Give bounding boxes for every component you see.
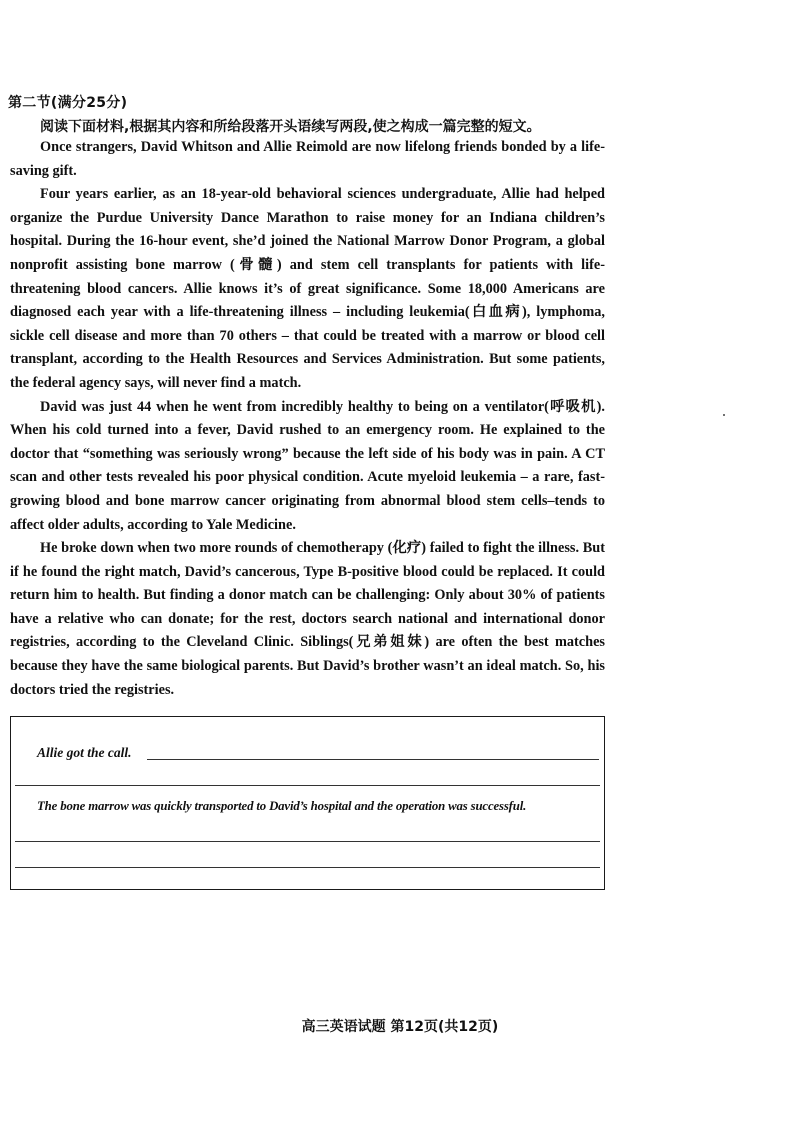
page-footer: 高三英语试题 第12页(共12页)	[301, 1019, 499, 1035]
passage-paragraph-1: Once strangers, David Whitson and Allie Reimold are now lifelong friends bonded by a life-saving gift.	[10, 139, 605, 179]
answer-box	[10, 716, 605, 890]
section-title: 第二节(满分25分)	[8, 95, 128, 111]
passage-paragraph-4: He broke down when two more rounds of chemotherapy (化疗) failed to fight the illness. But if he found the right match, David’s cancerous, Type B-positive blood could be replaced. It could return him to health. But finding a donor match can be challenging: Only about 30% of patients have a relative who can donate; for the rest, doctors search national and international donor registries, according to the Cleveland Clinic. Siblings(兄弟姐妹) are often the best matches because they have the same biological parents. But David’s brother wasn’t an ideal match. So, his doctors tried the registries.	[10, 540, 605, 698]
writing-line[interactable]	[147, 759, 599, 760]
writing-line[interactable]	[15, 867, 600, 868]
paragraph-starter-2: The bone marrow was quickly transported to David’s hospital and the operation was successful.	[37, 799, 527, 813]
scan-speck	[723, 414, 725, 416]
reading-passage	[10, 136, 605, 702]
writing-line[interactable]	[15, 841, 600, 842]
instruction-text: 阅读下面材料,根据其内容和所给段落开头语续写两段,使之构成一篇完整的短文。	[40, 119, 541, 135]
passage-paragraph-3: David was just 44 when he went from incredibly healthy to being on a ventilator(呼吸机). When his cold turned into a fever, David rushed to an emergency room. He explained to the doctor that “something was seriously wrong” because the left side of his body was in pain. A CT scan and other tests revealed his poor physical condition. Acute myeloid leukemia – a rare, fast-growing blood and bone marrow cancer originating from abnormal blood stem cells–tends to affect older adults, according to Yale Medicine.	[10, 398, 605, 533]
paragraph-starter-1: Allie got the call.	[37, 745, 132, 760]
writing-line[interactable]	[15, 785, 600, 786]
passage-paragraph-2: Four years earlier, as an 18-year-old behavioral sciences undergraduate, Allie had helped organize the Purdue University Dance Marathon to raise money for an Indiana children’s hospital. During the 16-hour event, she’d joined the National Marrow Donor Program, a global nonprofit assisting bone marrow (骨髓) and stem cell transplants for patients with life-threatening blood cancers. Allie knows it’s of great significance. Some 18,000 Americans are diagnosed each year with a life-threatening illness – including leukemia(白血病), lymphoma, sickle cell disease and more than 70 others – that could be treated with a marrow or blood cell transplant, according to the Health Resources and Services Administration. But some patients, the federal agency says, will never find a match.	[10, 186, 605, 391]
